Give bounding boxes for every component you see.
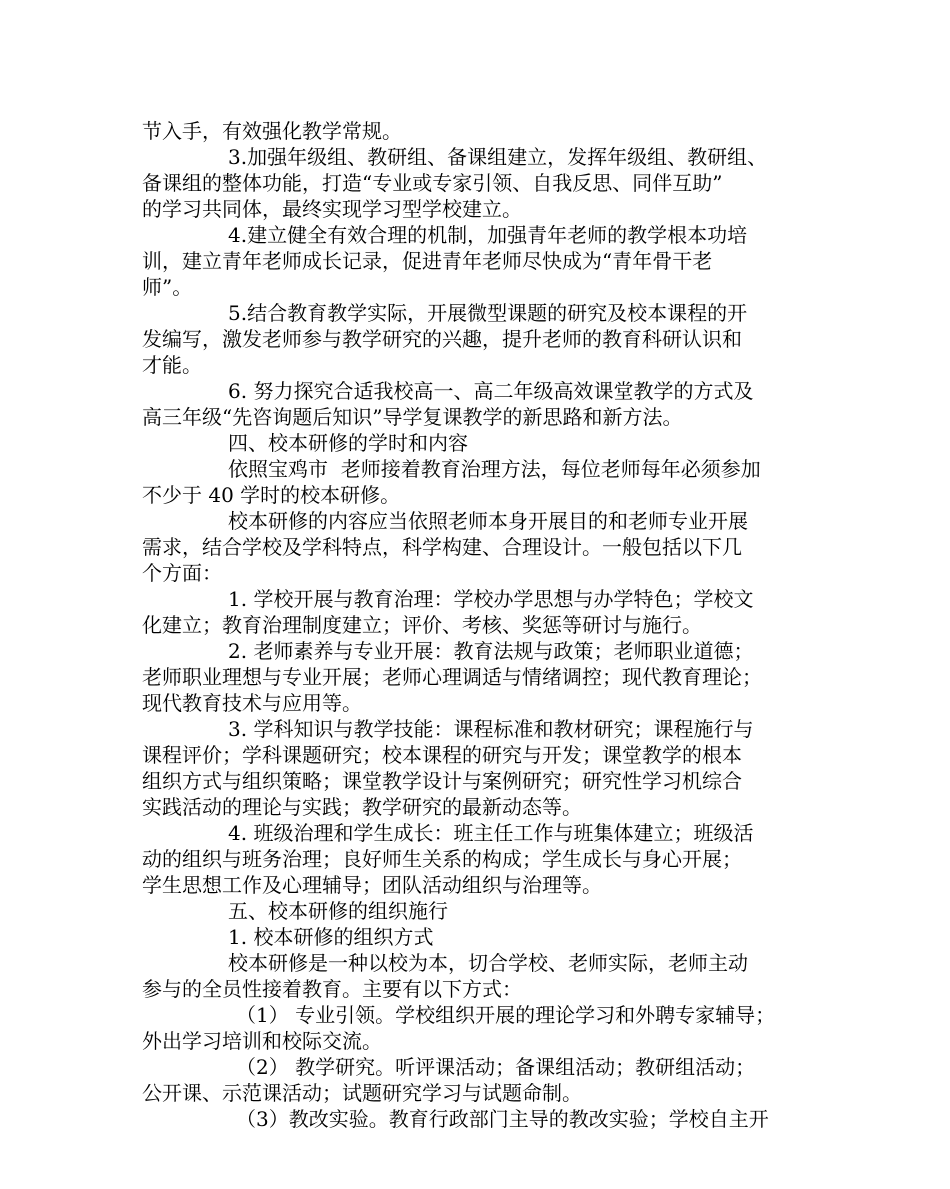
text-line: 3. 学科知识与教学技能：课程标准和教材研究；课程施行与 (228, 717, 754, 741)
text-line: 动的组织与班务治理；良好师生关系的构成；学生成长与身心开展； (142, 847, 742, 871)
text-line: 外出学习培训和校际交流。 (142, 1029, 382, 1053)
text-line: 6. 努力探究合适我校高一、高二年级高效课堂教学的方式及 (228, 379, 754, 403)
text-line: 才能。 (142, 353, 202, 377)
document-page (142, 118, 822, 1132)
text-line: 老师职业理想与专业开展；老师心理调适与情绪调控；现代教育理论； (142, 665, 762, 689)
text-line: 课程评价；学科课题研究；校本课程的研究与开发；课堂教学的根本 (142, 743, 742, 767)
text-line: 依照宝鸡市 老师接着教育治理方法，每位老师每年必须参加 (228, 457, 761, 481)
text-line: 不少于 40 学时的校本研修。 (142, 483, 401, 507)
text-line: 5.结合教育教学实际，开展微型课题的研究及校本课程的开 (228, 301, 748, 325)
section-heading: 四、校本研修的学时和内容 (228, 431, 468, 455)
text-line: 参与的全员性接着教育。主要有以下方式： (142, 977, 522, 1001)
text-line: 学生思想工作及心理辅导；团队活动组织与治理等。 (142, 873, 602, 897)
text-line: 备课组的整体功能，打造“专业或专家引领、自我反思、同伴互助” (142, 171, 723, 195)
text-line: 4.建立健全有效合理的机制，加强青年老师的教学根本功培 (228, 223, 748, 247)
subsection-heading: 1. 校本研修的组织方式 (228, 925, 434, 949)
text-line: 公开课、示范课活动；试题研究学习与试题命制。 (142, 1081, 582, 1105)
text-line: 个方面： (142, 561, 222, 585)
text-line: 1. 学校开展与教育治理：学校办学思想与办学特色；学校文 (228, 587, 754, 611)
text-line: 现代教育技术与应用等。 (142, 691, 362, 715)
text-line: 校本研修的内容应当依照老师本身开展目的和老师专业开展 (228, 509, 748, 533)
text-line: 训，建立青年老师成长记录，促进青年老师尽快成为“青年骨干老 (142, 249, 713, 273)
text-line: 3.加强年级组、教研组、备课组建立，发挥年级组、教研组、 (228, 145, 768, 169)
text-line: 2. 老师素养与专业开展：教育法规与政策；老师职业道德； (228, 639, 754, 663)
text-line: 4. 班级治理和学生成长：班主任工作与班集体建立；班级活 (228, 821, 754, 845)
text-line: 师”。 (142, 275, 193, 299)
text-line: 节入手，有效强化教学常规。 (142, 119, 402, 143)
text-line: （1） 专业引领。学校组织开展的理论学习和外聘专家辅导； (236, 1003, 776, 1027)
text-line: （2） 教学研究。听评课活动；备课组活动；教研组活动； (236, 1055, 756, 1079)
text-line: 发编写，激发老师参与教学研究的兴趣，提升老师的教育科研认识和 (142, 327, 742, 351)
text-line: 实践活动的理论与实践；教学研究的最新动态等。 (142, 795, 582, 819)
text-line: （3）教改实验。教育行政部门主导的教改实验；学校自主开 (236, 1107, 769, 1131)
text-line: 化建立；教育治理制度建立；评价、考核、奖惩等研讨与施行。 (142, 613, 702, 637)
text-line: 校本研修是一种以校为本，切合学校、老师实际，老师主动 (228, 951, 748, 975)
text-line: 组织方式与组织策略；课堂教学设计与案例研究；研究性学习机综合 (142, 769, 742, 793)
section-heading: 五、校本研修的组织施行 (228, 899, 448, 923)
text-line: 高三年级“先咨询题后知识”导学复课教学的新思路和新方法。 (142, 405, 683, 429)
text-line: 的学习共同体，最终实现学习型学校建立。 (142, 197, 522, 221)
text-line: 需求，结合学校及学科特点，科学构建、合理设计。一般包括以下几 (142, 535, 742, 559)
